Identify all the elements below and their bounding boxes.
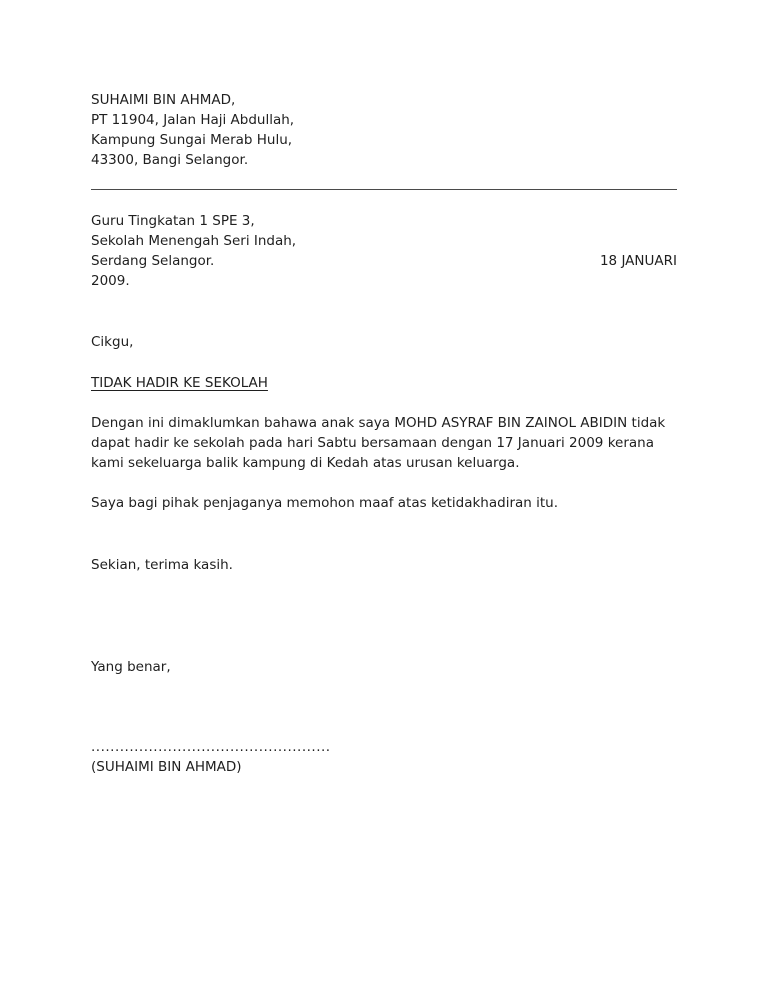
- sender-address-line: SUHAIMI BIN AHMAD,: [91, 92, 236, 108]
- body-paragraph: Dengan ini dimaklumkan bahawa anak saya MOHD ASYRAF BIN ZAINOL ABIDIN tidak dapat hadir ke sekolah pada hari Sabtu bersamaan dengan 17 Januari 2009 kerana kami sekeluarga balik kampung di Kedah atas urusan keluarga.: [91, 415, 670, 471]
- sender-address-line: PT 11904, Jalan Haji Abdullah,: [91, 112, 295, 128]
- sender-address-line: 43300, Bangi Selangor.: [91, 152, 249, 168]
- recipient-address: [91, 211, 677, 291]
- divider-line: [91, 189, 677, 190]
- signature-name: (SUHAIMI BIN AHMAD): [91, 759, 242, 775]
- signature-dots: ..................................................: [91, 739, 331, 755]
- letter-date: 18 JANUARI: [599, 253, 677, 269]
- salutation: Cikgu,: [91, 334, 134, 350]
- recipient-address-line: Guru Tingkatan 1 SPE 3,: [91, 213, 255, 229]
- body-paragraph: Saya bagi pihak penjaganya memohon maaf atas ketidakhadiran itu.: [91, 495, 559, 511]
- subject-line: TIDAK HADIR KE SEKOLAH: [91, 375, 268, 391]
- sender-address: [91, 90, 677, 170]
- recipient-date-row: [91, 251, 677, 271]
- letter-date-year: 2009.: [91, 273, 130, 289]
- sender-address-line: Kampung Sungai Merab Hulu,: [91, 132, 293, 148]
- recipient-address-line: Sekolah Menengah Seri Indah,: [91, 233, 297, 249]
- recipient-address-line: Serdang Selangor.: [91, 253, 215, 269]
- closing-phrase: Yang benar,: [91, 659, 171, 675]
- body-paragraph: Sekian, terima kasih.: [91, 557, 233, 573]
